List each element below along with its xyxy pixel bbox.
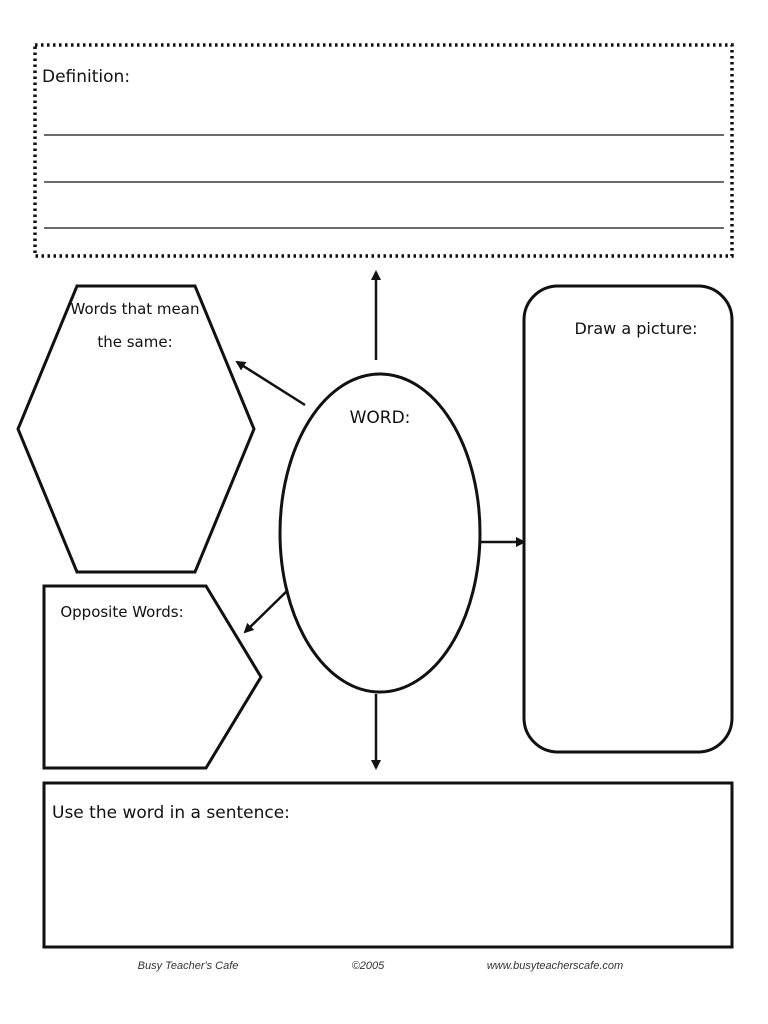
definition-box [35, 45, 732, 256]
sentence-label: Use the word in a sentence: [52, 803, 290, 823]
word-circle [280, 374, 480, 692]
word-label: WORD: [349, 408, 411, 428]
arrow-to-antonyms [245, 590, 288, 632]
footer-copyright: ©2005 [351, 960, 385, 972]
footer [138, 960, 624, 972]
picture-box [524, 286, 732, 752]
antonyms-label: Opposite Words: [60, 603, 184, 621]
synonyms-hexagon [18, 286, 254, 572]
footer-brand: Busy Teacher's Cafe [137, 960, 239, 972]
sentence-box [44, 783, 732, 947]
picture-label: Draw a picture: [574, 319, 698, 338]
footer-url: www.busyteacherscafe.com [486, 960, 624, 972]
synonyms-label-line2: the same: [97, 333, 173, 351]
hexagon-shape [18, 286, 254, 572]
antonyms-pentagon [44, 586, 261, 768]
definition-border [35, 45, 732, 256]
picture-border [524, 286, 732, 752]
synonyms-label-line1: Words that mean [70, 300, 200, 318]
arrow-to-synonyms [237, 362, 305, 405]
definition-label: Definition: [42, 67, 131, 87]
